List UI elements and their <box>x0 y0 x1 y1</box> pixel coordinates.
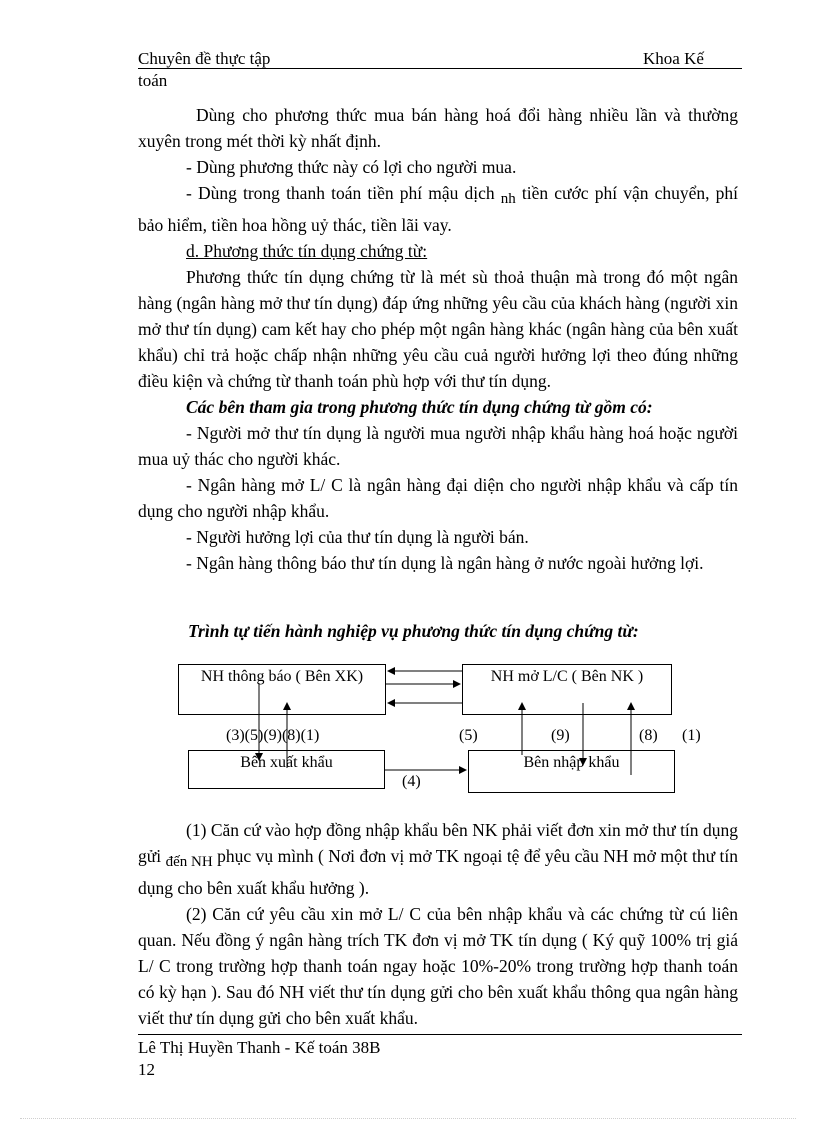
subscript-text: đến NH <box>165 854 213 870</box>
label-step-8: (8) <box>639 727 658 744</box>
label-left-steps: (3)(5)(9)(8)(1) <box>226 727 320 744</box>
footer-author: Lê Thị Huyền Thanh - Kế toán 38B <box>138 1038 381 1057</box>
paragraph <box>138 180 738 238</box>
box-nh-thong-bao: NH thông báo ( Bên XK) <box>178 664 386 715</box>
page-footer <box>138 1037 381 1081</box>
paragraph: - Dùng phương thức này có lợi cho người mua. <box>186 157 517 177</box>
paragraph: - Ngân hàng thông báo thư tín dụng là ngân hàng ở nước ngoài hưởng lợi. <box>186 553 704 573</box>
text-run: phục vụ mình ( Nơi đơn vị mở TK ngoại tệ để yêu cầu NH mở một thư tín dụng cho bên xuất khẩu hưởng ). <box>138 846 739 898</box>
paragraph: - Người hưởng lợi của thư tín dụng là người bán. <box>186 527 529 547</box>
paragraph: - Người mở thư tín dụng là người mua người nhập khẩu hàng hoá hoặc người mua uỷ thác cho người khác. <box>138 423 738 469</box>
label-step-4: (4) <box>402 773 421 790</box>
body-section-2 <box>138 817 738 1031</box>
label-step-5: (5) <box>459 727 478 744</box>
body-section-1 <box>138 102 738 576</box>
box-ben-nhap-khau: Bên nhập khẩu <box>468 750 675 793</box>
text-run: (1) Căn cứ vào hợp đồng nhập khẩu bên NK phải viết đơn xin mở thư tín dụng gửi <box>138 820 738 866</box>
footer-page-number: 12 <box>138 1060 155 1079</box>
subscript-text: nh <box>500 191 516 207</box>
paragraph: - Ngân hàng mở L/ C là ngân hàng đại diện cho người nhập khẩu và cấp tín dụng cho người nhập khẩu. <box>138 475 738 521</box>
label-step-1: (1) <box>682 727 701 744</box>
section-heading <box>138 238 738 264</box>
box-ben-xuat-khau: Bên xuất khẩu <box>188 750 385 789</box>
section-heading-text: d. Phương thức tín dụng chứng từ: <box>186 241 428 261</box>
header-right: Khoa Kế <box>643 49 704 68</box>
text-run: tiền cước phí vận chuyển, phí bảo hiểm, tiền hoa hồng uỷ thác, tiền lãi vay. <box>138 183 739 235</box>
footer-rule <box>138 1034 742 1035</box>
diagram-title: Trình tự tiến hành nghiệp vụ phương thức tín dụng chứng từ: <box>188 621 639 641</box>
header-continuation: toán <box>138 71 168 90</box>
box-nh-mo-lc: NH mở L/C ( Bên NK ) <box>462 664 672 715</box>
header-rule <box>138 68 742 69</box>
paragraph: Phương thức tín dụng chứng từ là mét sù thoả thuận mà trong đó một ngân hàng (ngân hàng mở thư tín dụng) đáp ứng những yêu cầu của khách hàng (người xin mở thư tín dụng) cam kết hay cho phép một ngân hàng khác (ngân hàng của bên xuất khẩu) chỉ trả hoặc chấp nhận những yêu cầu cuả người hưởng lợi theo đúng những điều kiện và chứng từ thanh toán phù hợp với thư tín dụng. <box>138 267 738 391</box>
paragraph: (2) Căn cứ yêu cầu xin mở L/ C của bên nhập khẩu và các chứng từ cú liên quan. Nếu đồng ý ngân hàng trích TK đơn vị mở TK tín dụng ( Ký quỹ 100% trị giá L/ C trong trường hợp thanh toán ngay hoặc 10%-20% trong trường hợp thanh toán có kỳ hạn ). Sau đó NH viết thư tín dụng gửi cho bên xuất khẩu thông qua ngân hàng viết thư tín dụng gửi cho bên xuất khẩu. <box>138 904 738 1028</box>
header-left: Chuyên đề thực tập <box>138 49 271 68</box>
text-run: - Dùng trong thanh toán tiền phí mậu dịch <box>186 183 495 203</box>
subheading: Các bên tham gia trong phương thức tín dụng chứng từ gồm có: <box>186 397 653 417</box>
paragraph <box>138 817 738 901</box>
label-step-9: (9) <box>551 727 570 744</box>
page-bottom-dotted-line <box>20 1118 796 1119</box>
paragraph: Dùng cho phương thức mua bán hàng hoá đổi hàng nhiều lần và thường xuyên trong mét thời kỳ nhất định. <box>138 105 738 151</box>
